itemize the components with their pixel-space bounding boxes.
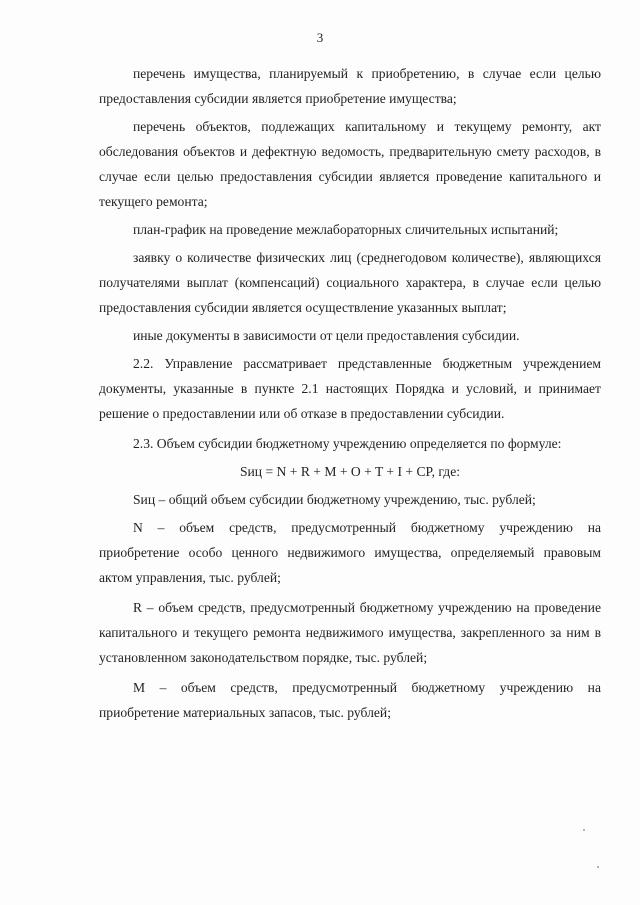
paragraph-section-2-3: 2.3. Объем субсидии бюджетному учреждению определяется по формуле: bbox=[133, 436, 562, 451]
paragraph-repair-objects: перечень объектов, подлежащих капитальному и текущему ремонту, акт обследования объектов и дефектную ведомость, предварительную смету расходов, в случае если целью предоставления субсидии является проведение капитального и текущего ремонта; bbox=[99, 119, 601, 209]
page-number: 3 bbox=[316, 30, 324, 45]
definition-s: Sиц – общий объем субсидии бюджетному учреждению, тыс. рублей; bbox=[133, 492, 536, 507]
formula-expression: = N + R + M + O + T + I + CP, где: bbox=[262, 464, 461, 479]
definition-r: R – объем средств, предусмотренный бюджетному учреждению на проведение капитального и текущего ремонта недвижимого имущества, закрепленного за ним в установленном законодательством порядке, тыс. рублей; bbox=[99, 600, 601, 665]
paragraph-section-2-2: 2.2. Управление рассматривает представленные бюджетным учреждением документы, указанные в пункте 2.1 настоящих Порядка и условий, и принимает решение о предоставлении или об отказе в предоставлении субсидии. bbox=[99, 356, 601, 421]
paragraph-other-documents: иные документы в зависимости от цели предоставления субсидии. bbox=[133, 328, 520, 343]
paragraph-property-list: перечень имущества, планируемый к приобретению, в случае если целью предоставления субсидии является приобретение имущества; bbox=[99, 66, 601, 106]
paragraph-payments-request: заявку о количестве физических лиц (среднегодовом количестве), являющихся получателями выплат (компенсаций) социального характера, в случае если целью предоставления субсидии является осуществление указанных выплат; bbox=[99, 250, 601, 315]
document-body bbox=[99, 61, 601, 725]
subsidy-formula bbox=[99, 459, 601, 484]
definition-n: N – объем средств, предусмотренный бюджетному учреждению на приобретение особо ценного недвижимого имущества, определяемый правовым актом управления, тыс. рублей; bbox=[99, 520, 601, 585]
definition-m: M – объем средств, предусмотренный бюджетному учреждению на приобретение материальных запасов, тыс. рублей; bbox=[99, 680, 601, 720]
scan-speck bbox=[597, 866, 599, 868]
formula-symbol: Sиц bbox=[239, 464, 263, 479]
paragraph-test-schedule: план-график на проведение межлабораторных сличительных испытаний; bbox=[133, 222, 559, 237]
scan-speck bbox=[583, 829, 585, 831]
